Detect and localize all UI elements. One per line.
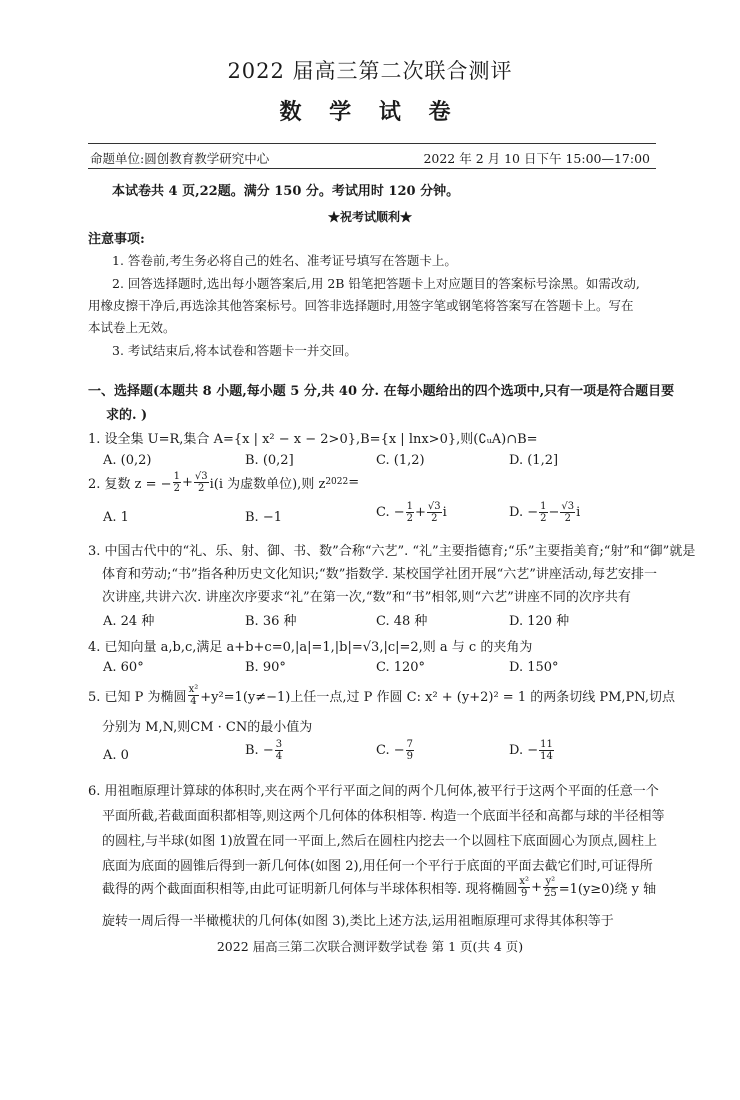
q1-option-c: C. (1,2) <box>376 453 425 468</box>
q3-option-d: D. 120 种 <box>509 614 570 629</box>
q5-line-1: 5. 已知 P 为椭圆 $\frac{\text{x²}}{4}$ +y²=1(y≠−1)上任一点,过 P 作圆 C: x² + (y+2)² = 1 的两条切线 PM,PN,切点 <box>88 683 675 707</box>
q6-line-5: 截得的两个截面面积相等,由此可证明新几何体与半球体积相等. 现将椭圆 $\frac{\text{x²}}{9}$ + $\frac{\text{y²}}{25}$ =1(y≥0)绕 y 轴 <box>102 875 657 899</box>
q2-option-a: A. 1 <box>103 510 129 525</box>
note-2c: 本试卷上无效。 <box>88 320 176 335</box>
q6-line-6: 旋转一周后得一半橄榄状的几何体(如图 3),类比上述方法,运用祖暅原理可求得其体积等于 <box>102 914 614 929</box>
q6-line-2: 平面所截,若截面面积都相等,则这两个几何体的体积相等. 构造一个底面半径和高都与球的半径相等 <box>102 809 665 824</box>
q4-stem: 4. 已知向量 a,b,c,满足 a+b+c=0,|a|=1,|b|=√3,|c|=2,则 a 与 c 的夹角为 <box>88 640 533 655</box>
q3-line-2: 体育和劳动;“书”指各种历史文化知识;“数”指数学. 某校国学社团开展“六艺”讲座活动,每艺安排一 <box>102 567 658 582</box>
header-rule-top <box>88 143 656 144</box>
section1-heading-cont: 求的. ) <box>106 408 148 423</box>
q3-line-1: 3. 中国古代中的“礼、乐、射、御、书、数”合称“六艺”. “礼”主要指德育;“乐”主要指美育;“射”和“御”就是 <box>88 544 696 559</box>
q5-line-2: 分别为 M,N,则CM · CN的最小值为 <box>102 720 313 735</box>
section1-heading: 一、选择题(本题共 8 小题,每小题 5 分,共 40 分. 在每小题给出的四个选项中,只有一项是符合题目要 <box>88 384 675 399</box>
q1-option-b: B. (0,2] <box>245 453 294 468</box>
exam-title: 2022 届高三第二次联合测评 <box>227 59 513 83</box>
q1-option-d: D. (1,2] <box>509 453 559 468</box>
q3-option-b: B. 36 种 <box>245 614 297 629</box>
q4-option-b: B. 90° <box>245 660 286 675</box>
intro-line: 本试卷共 4 页,22题。满分 150 分。考试用时 120 分钟。 <box>112 184 460 199</box>
q2-stem: 2. 复数 z = − $\frac{1}{2}$ + $\frac{√3}{2}$ i(i 为虚数单位),则 z 2022 = <box>88 470 360 494</box>
q3-option-c: C. 48 种 <box>376 614 428 629</box>
q2-frac-half: $\frac{1}{2}$ <box>173 470 180 494</box>
q4-option-c: C. 120° <box>376 660 426 675</box>
notes-heading: 注意事项: <box>88 232 145 247</box>
q4-option-a: A. 60° <box>103 660 144 675</box>
wish-line: ★祝考试顺利★ <box>327 210 412 224</box>
q5-option-c: C. − $\frac{7}{9}$ <box>376 739 414 762</box>
page-footer: 2022 届高三第二次联合测评数学试卷 第 1 页(共 4 页) <box>216 939 524 954</box>
q2-option-d: D. − $\frac{1}{2}$ − $\frac{√3}{2}$ i <box>509 501 581 524</box>
q1-stem: 1. 设全集 U=R,集合 A={x | x² − x − 2>0},B={x | lnx>0},则(∁ᵤA)∩B= <box>88 432 538 447</box>
note-2a: 2. 回答选择题时,选出每小题答案后,用 2B 铅笔把答题卡上对应题目的答案标号涂黑。如需改动, <box>112 276 640 291</box>
q6-line-4: 底面为底面的圆锥后得到一新几何体(如图 2),用任何一个平行于底面的平面去截它们时,可证得所 <box>102 859 653 874</box>
q1-option-a: A. (0,2) <box>103 453 152 468</box>
q4-option-d: D. 150° <box>509 660 559 675</box>
q6-line-1: 6. 用祖暅原理计算球的体积时,夹在两个平行平面之间的两个几何体,被平行于这两个平面的任意一个 <box>88 784 659 799</box>
q2-option-c: C. − $\frac{1}{2}$ + $\frac{√3}{2}$ i <box>376 501 447 524</box>
q3-line-3: 次讲座,共讲六次. 讲座次序要求“礼”在第一次,“数”和“书”相邻,则“六艺”讲座不同的次序共有 <box>102 590 631 605</box>
q5-option-a: A. 0 <box>103 748 129 763</box>
q2-option-b: B. −1 <box>245 510 282 525</box>
setter-label: 命题单位:圆创教育教学研究中心 <box>90 151 270 166</box>
header-rule-bottom <box>88 168 656 169</box>
subject-title: 数 学 试 卷 <box>279 99 461 125</box>
q6-line-3: 的圆柱,与半球(如图 1)放置在同一平面上,然后在圆柱内挖去一个以圆柱下底面圆心为顶点,圆柱上 <box>102 834 657 849</box>
q3-option-a: A. 24 种 <box>103 614 155 629</box>
q5-option-d: D. − $\frac{11}{14}$ <box>509 739 553 762</box>
q2-frac-sqrt3: $\frac{√3}{2}$ <box>194 470 208 494</box>
q5-option-b: B. − $\frac{3}{4}$ <box>245 739 283 762</box>
exam-time: 2022 年 2 月 10 日下午 15:00—17:00 <box>423 151 650 166</box>
note-3: 3. 考试结束后,将本试卷和答题卡一并交回。 <box>112 343 357 358</box>
note-2b: 用橡皮擦干净后,再选涂其他答案标号。回答非选择题时,用签字笔或钢笔将答案写在答题卡上。写在 <box>88 298 634 313</box>
note-1: 1. 答卷前,考生务必将自己的姓名、准考证号填写在答题卡上。 <box>112 253 457 268</box>
